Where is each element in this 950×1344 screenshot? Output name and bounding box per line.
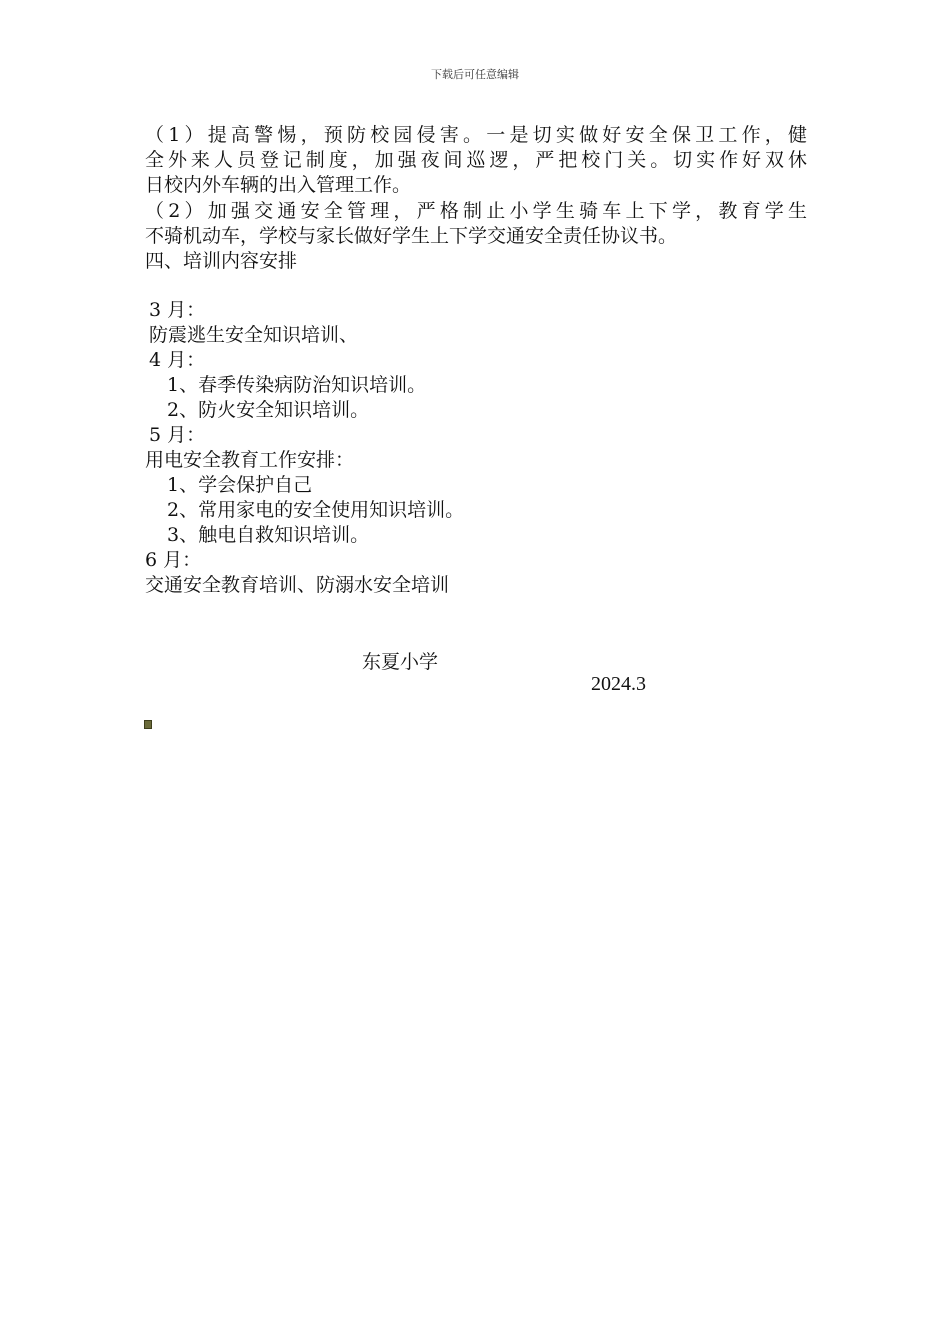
month-may: 5 月： <box>149 424 206 446</box>
list-item: 3、触电自救知识培训。 <box>167 524 370 546</box>
embedded-object-icon <box>144 720 152 729</box>
may-intro: 用电安全教育工作安排： <box>145 449 355 471</box>
paragraph-1-line-3: 日校内外车辆的出入管理工作。 <box>145 174 412 196</box>
page-header: 下载后可任意编辑 <box>431 68 519 81</box>
list-item: 1、春季传染病防治知识培训。 <box>167 374 427 396</box>
paragraph-1-line-1: （1）提高警惕，预防校园侵害。一是切实做好安全保卫工作，健 <box>145 124 807 146</box>
school-name: 东夏小学 <box>362 651 439 673</box>
paragraph-2-line-1: （2）加强交通安全管理，严格制止小学生骑车上下学，教育学生 <box>145 200 807 222</box>
list-item: 1、学会保护自己 <box>167 474 313 496</box>
list-item: 2、常用家电的安全使用知识培训。 <box>167 499 465 521</box>
month-march: 3 月： <box>149 299 206 321</box>
list-item: 2、防火安全知识培训。 <box>167 399 370 421</box>
list-item: 防震逃生安全知识培训、 <box>149 324 359 346</box>
document-date: 2024.3 <box>591 673 646 695</box>
paragraph-1-line-2: 全外来人员登记制度，加强夜间巡逻，严把校门关。切实作好双休 <box>145 149 807 171</box>
month-june: 6 月： <box>145 549 202 571</box>
section-title: 四、培训内容安排 <box>145 250 298 272</box>
paragraph-2-line-2: 不骑机动车，学校与家长做好学生上下学交通安全责任协议书。 <box>145 225 678 247</box>
month-april: 4 月： <box>149 349 206 371</box>
list-item: 交通安全教育培训、防溺水安全培训 <box>145 574 450 596</box>
